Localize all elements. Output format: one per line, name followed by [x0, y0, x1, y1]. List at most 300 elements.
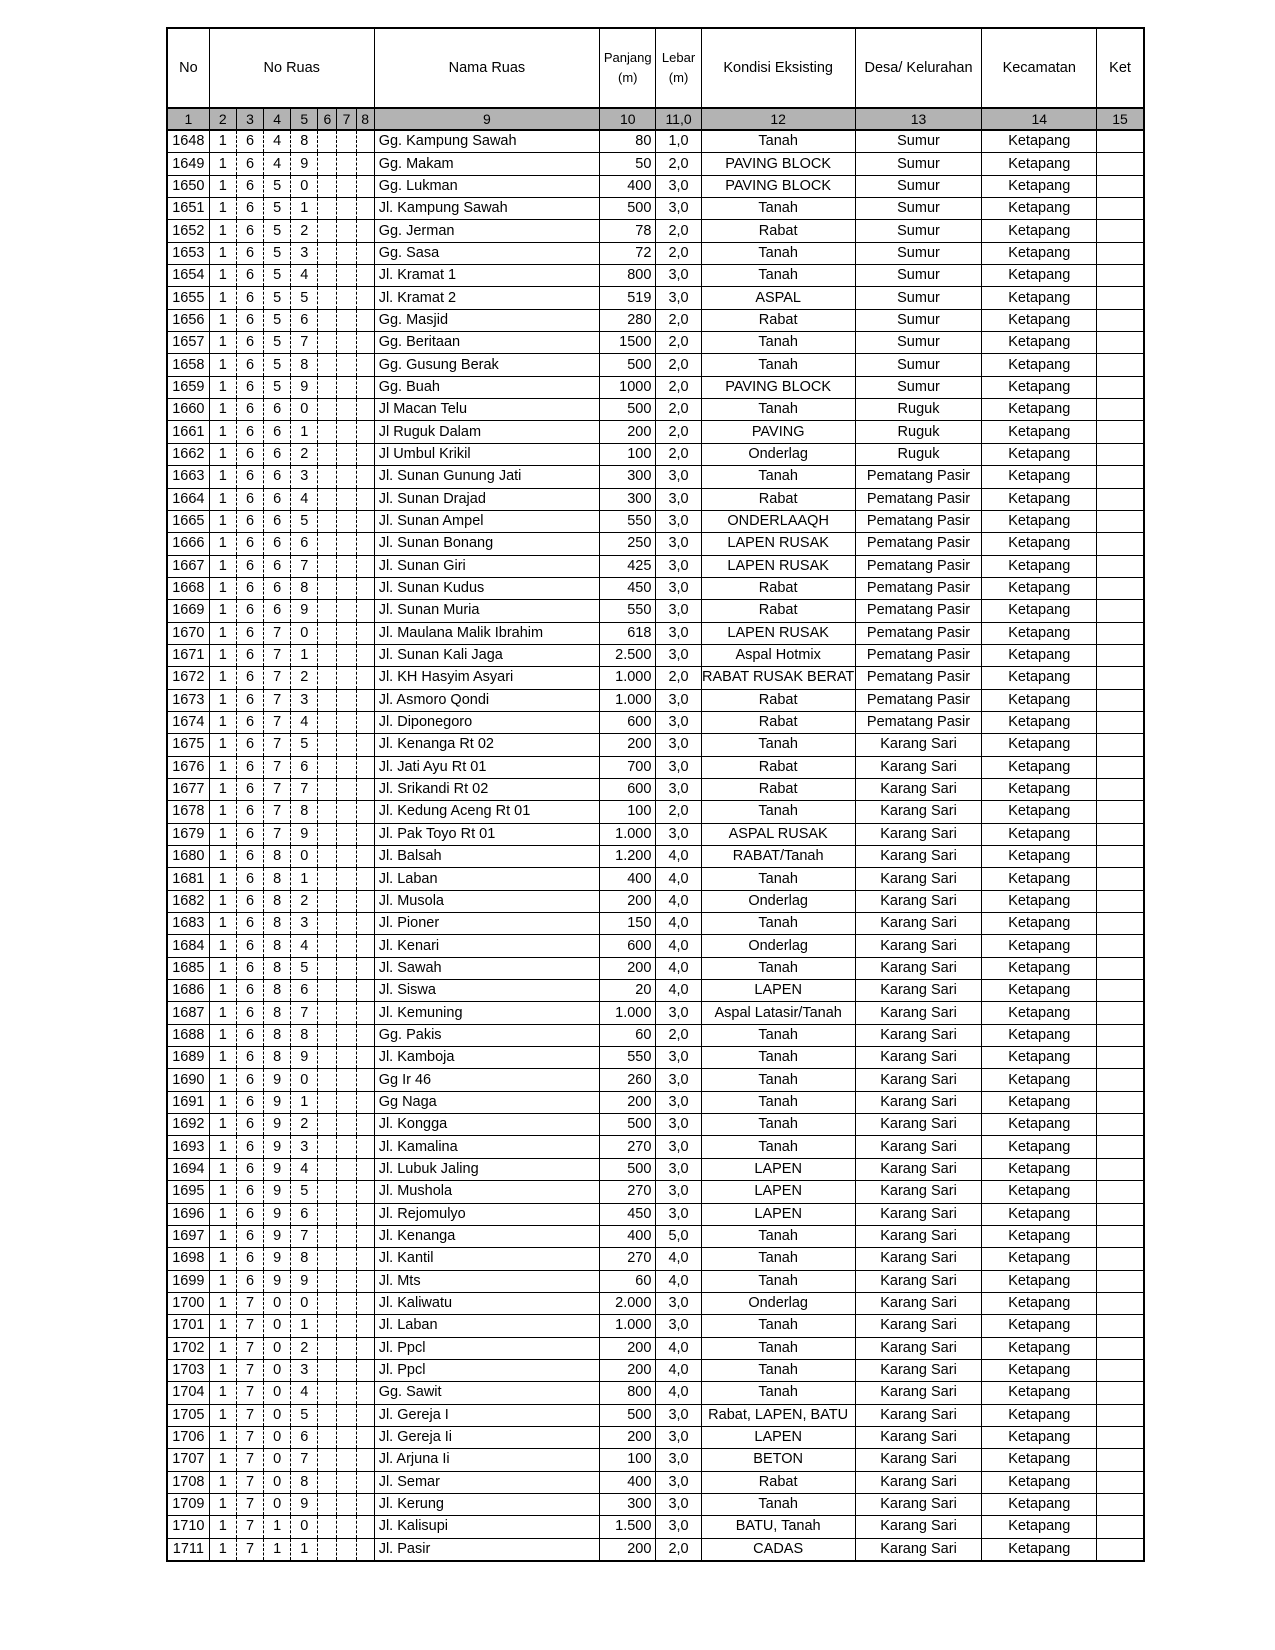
ket	[1097, 466, 1144, 488]
table-row	[167, 1225, 1144, 1247]
kecamatan: Ketapang	[982, 667, 1097, 689]
ruas-digit: 5	[264, 242, 291, 264]
ruas-digit: 1	[209, 287, 236, 309]
ruas-digit: 1	[209, 1471, 236, 1493]
kondisi: PAVING BLOCK	[701, 376, 855, 398]
lebar: 4,0	[656, 1382, 701, 1404]
ket	[1097, 667, 1144, 689]
ruas-digit	[337, 332, 356, 354]
kecamatan: Ketapang	[982, 1471, 1097, 1493]
ruas-digit	[318, 913, 337, 935]
ruas-digit: 6	[236, 1136, 263, 1158]
ruas-digit: 1	[209, 1270, 236, 1292]
ruas-digit: 1	[209, 600, 236, 622]
ruas-digit	[356, 801, 374, 823]
ruas-digit: 7	[236, 1426, 263, 1448]
row-no: 1695	[167, 1181, 209, 1203]
ruas-digit	[356, 846, 374, 868]
ruas-digit: 5	[264, 354, 291, 376]
ruas-digit: 5	[264, 287, 291, 309]
row-no: 1666	[167, 533, 209, 555]
lebar: 4,0	[656, 1359, 701, 1381]
ruas-digit	[337, 913, 356, 935]
panjang: 450	[600, 577, 656, 599]
ruas-digit	[356, 756, 374, 778]
desa: Ruguk	[855, 443, 982, 465]
kecamatan: Ketapang	[982, 644, 1097, 666]
table-row	[167, 175, 1144, 197]
ruas-digit	[356, 198, 374, 220]
row-no: 1660	[167, 399, 209, 421]
nama-ruas: Jl. Sunan Drajad	[374, 488, 599, 510]
lebar: 3,0	[656, 711, 701, 733]
ruas-digit: 6	[291, 1426, 318, 1448]
ruas-digit	[356, 1471, 374, 1493]
nama-ruas: Jl. Sunan Kali Jaga	[374, 644, 599, 666]
lebar: 4,0	[656, 913, 701, 935]
table-row	[167, 957, 1144, 979]
nama-ruas: Jl Umbul Krikil	[374, 443, 599, 465]
ruas-digit: 1	[209, 1426, 236, 1448]
panjang: 50	[600, 153, 656, 175]
table-row	[167, 1449, 1144, 1471]
desa: Karang Sari	[855, 1516, 982, 1538]
table-row	[167, 1471, 1144, 1493]
nama-ruas: Jl. Pioner	[374, 913, 599, 935]
ruas-digit: 1	[209, 466, 236, 488]
ruas-digit: 6	[236, 846, 263, 868]
nama-ruas: Gg. Makam	[374, 153, 599, 175]
ruas-digit: 4	[291, 1382, 318, 1404]
panjang: 250	[600, 533, 656, 555]
ruas-digit: 6	[236, 399, 263, 421]
ruas-digit: 6	[236, 488, 263, 510]
ruas-digit	[337, 510, 356, 532]
ruas-digit	[356, 1203, 374, 1225]
column-number: 4	[264, 108, 291, 130]
kecamatan: Ketapang	[982, 711, 1097, 733]
ruas-digit	[318, 1359, 337, 1381]
header-kondisi: Kondisi Eksisting	[701, 28, 855, 108]
ruas-digit: 7	[291, 332, 318, 354]
ruas-digit: 1	[209, 399, 236, 421]
ruas-digit: 1	[209, 1315, 236, 1337]
desa: Karang Sari	[855, 1069, 982, 1091]
kondisi: Rabat	[701, 756, 855, 778]
nama-ruas: Jl. Gereja I	[374, 1404, 599, 1426]
kondisi: Tanah	[701, 1337, 855, 1359]
ruas-digit: 1	[209, 980, 236, 1002]
lebar: 2,0	[656, 421, 701, 443]
panjang: 200	[600, 1337, 656, 1359]
kondisi: Tanah	[701, 868, 855, 890]
kecamatan: Ketapang	[982, 466, 1097, 488]
desa: Karang Sari	[855, 734, 982, 756]
table-row	[167, 1002, 1144, 1024]
ruas-digit	[356, 1158, 374, 1180]
ruas-digit: 0	[291, 622, 318, 644]
ruas-digit	[356, 488, 374, 510]
kecamatan: Ketapang	[982, 1292, 1097, 1314]
ruas-digit	[356, 1449, 374, 1471]
nama-ruas: Jl. Ppcl	[374, 1337, 599, 1359]
lebar: 4,0	[656, 890, 701, 912]
ruas-digit	[318, 533, 337, 555]
ruas-digit: 6	[264, 533, 291, 555]
panjang: 200	[600, 734, 656, 756]
header-desa: Desa/ Kelurahan	[855, 28, 982, 108]
nama-ruas: Jl. Lubuk Jaling	[374, 1158, 599, 1180]
ruas-digit: 6	[236, 980, 263, 1002]
ruas-digit	[356, 734, 374, 756]
table-row	[167, 443, 1144, 465]
ket	[1097, 198, 1144, 220]
ruas-digit	[337, 1359, 356, 1381]
ruas-digit	[337, 533, 356, 555]
nama-ruas: Jl. Kenari	[374, 935, 599, 957]
ruas-digit: 6	[236, 622, 263, 644]
ruas-digit: 2	[291, 1337, 318, 1359]
desa: Karang Sari	[855, 1091, 982, 1113]
desa: Karang Sari	[855, 1248, 982, 1270]
ruas-digit: 7	[236, 1449, 263, 1471]
ruas-digit: 9	[291, 153, 318, 175]
ruas-digit	[337, 1538, 356, 1561]
desa: Karang Sari	[855, 1181, 982, 1203]
nama-ruas: Gg. Jerman	[374, 220, 599, 242]
row-no: 1702	[167, 1337, 209, 1359]
ruas-digit	[356, 421, 374, 443]
row-no: 1661	[167, 421, 209, 443]
ruas-digit: 1	[209, 778, 236, 800]
ruas-digit: 6	[236, 1270, 263, 1292]
ruas-digit: 7	[291, 555, 318, 577]
ruas-digit	[356, 1181, 374, 1203]
ket	[1097, 265, 1144, 287]
table-row	[167, 1181, 1144, 1203]
ruas-digit: 5	[264, 265, 291, 287]
row-no: 1692	[167, 1114, 209, 1136]
kecamatan: Ketapang	[982, 1538, 1097, 1561]
ruas-digit: 6	[236, 1248, 263, 1270]
nama-ruas: Jl. Kalisupi	[374, 1516, 599, 1538]
ruas-digit	[318, 1181, 337, 1203]
ruas-digit: 9	[291, 600, 318, 622]
ruas-digit	[318, 1449, 337, 1471]
ruas-digit: 6	[264, 577, 291, 599]
ruas-digit	[318, 510, 337, 532]
ket	[1097, 890, 1144, 912]
kecamatan: Ketapang	[982, 1069, 1097, 1091]
nama-ruas: Gg. Buah	[374, 376, 599, 398]
kondisi: Tanah	[701, 1024, 855, 1046]
ruas-digit: 6	[236, 1024, 263, 1046]
ruas-digit	[318, 1471, 337, 1493]
lebar: 3,0	[656, 510, 701, 532]
kecamatan: Ketapang	[982, 1248, 1097, 1270]
ruas-digit: 9	[291, 376, 318, 398]
ruas-digit: 6	[236, 600, 263, 622]
kondisi: Tanah	[701, 1382, 855, 1404]
nama-ruas: Jl. Sunan Kudus	[374, 577, 599, 599]
ruas-digit: 5	[264, 376, 291, 398]
ruas-digit: 1	[291, 1315, 318, 1337]
ruas-digit: 1	[209, 801, 236, 823]
kondisi: Rabat	[701, 488, 855, 510]
ruas-digit: 6	[236, 890, 263, 912]
ruas-digit: 8	[264, 935, 291, 957]
row-no: 1656	[167, 309, 209, 331]
ruas-digit	[356, 1024, 374, 1046]
table-row	[167, 1158, 1144, 1180]
kecamatan: Ketapang	[982, 1270, 1097, 1292]
desa: Karang Sari	[855, 868, 982, 890]
ruas-digit: 6	[236, 823, 263, 845]
ruas-digit	[356, 1404, 374, 1426]
kecamatan: Ketapang	[982, 399, 1097, 421]
kecamatan: Ketapang	[982, 1382, 1097, 1404]
ruas-digit	[356, 220, 374, 242]
ruas-digit: 6	[236, 466, 263, 488]
nama-ruas: Jl. Maulana Malik Ibrahim	[374, 622, 599, 644]
ruas-digit: 0	[291, 1292, 318, 1314]
row-no: 1690	[167, 1069, 209, 1091]
ket	[1097, 1158, 1144, 1180]
ruas-digit: 2	[291, 1114, 318, 1136]
column-number: 9	[374, 108, 599, 130]
ket	[1097, 1471, 1144, 1493]
panjang: 78	[600, 220, 656, 242]
ruas-digit: 4	[291, 935, 318, 957]
table-row	[167, 846, 1144, 868]
ruas-digit: 1	[209, 130, 236, 153]
column-number: 6	[318, 108, 337, 130]
ruas-digit: 2	[291, 667, 318, 689]
desa: Karang Sari	[855, 1136, 982, 1158]
ket	[1097, 555, 1144, 577]
lebar: 3,0	[656, 1516, 701, 1538]
ruas-digit: 6	[236, 868, 263, 890]
nama-ruas: Jl. Sawah	[374, 957, 599, 979]
row-no: 1696	[167, 1203, 209, 1225]
ruas-digit	[318, 823, 337, 845]
ruas-digit	[318, 1002, 337, 1024]
ruas-digit	[318, 488, 337, 510]
ket	[1097, 957, 1144, 979]
ket	[1097, 1449, 1144, 1471]
lebar: 3,0	[656, 198, 701, 220]
ruas-digit: 6	[236, 130, 263, 153]
ruas-digit: 0	[291, 399, 318, 421]
ruas-digit	[318, 846, 337, 868]
kondisi: LAPEN	[701, 1158, 855, 1180]
ruas-digit: 8	[291, 1024, 318, 1046]
ruas-digit: 7	[264, 756, 291, 778]
kondisi: Tanah	[701, 913, 855, 935]
ket	[1097, 153, 1144, 175]
ruas-digit	[318, 1136, 337, 1158]
lebar: 3,0	[656, 734, 701, 756]
kondisi: Tanah	[701, 1493, 855, 1515]
kecamatan: Ketapang	[982, 376, 1097, 398]
nama-ruas: Jl. Jati Ayu Rt 01	[374, 756, 599, 778]
ruas-digit: 6	[236, 533, 263, 555]
ruas-digit: 1	[209, 242, 236, 264]
ruas-digit: 8	[291, 354, 318, 376]
lebar: 3,0	[656, 287, 701, 309]
lebar: 2,0	[656, 354, 701, 376]
ruas-digit	[356, 510, 374, 532]
lebar: 3,0	[656, 466, 701, 488]
nama-ruas: Jl. Kenanga Rt 02	[374, 734, 599, 756]
table-row	[167, 711, 1144, 733]
table-row	[167, 622, 1144, 644]
nama-ruas: Jl. Arjuna Ii	[374, 1449, 599, 1471]
kondisi: Tanah	[701, 1069, 855, 1091]
ruas-digit: 1	[209, 846, 236, 868]
ket	[1097, 1002, 1144, 1024]
ruas-digit: 9	[264, 1270, 291, 1292]
ruas-digit: 3	[291, 1136, 318, 1158]
ruas-digit: 1	[209, 1516, 236, 1538]
lebar: 2,0	[656, 242, 701, 264]
lebar: 5,0	[656, 1225, 701, 1247]
header-ket: Ket	[1097, 28, 1144, 108]
lebar: 2,0	[656, 801, 701, 823]
lebar: 2,0	[656, 220, 701, 242]
table-row	[167, 577, 1144, 599]
nama-ruas: Jl. Sunan Giri	[374, 555, 599, 577]
ket	[1097, 1203, 1144, 1225]
ruas-digit: 9	[264, 1091, 291, 1113]
ruas-digit	[318, 801, 337, 823]
ruas-digit: 0	[264, 1449, 291, 1471]
ruas-digit: 1	[209, 175, 236, 197]
ruas-digit: 6	[291, 533, 318, 555]
panjang: 200	[600, 1426, 656, 1448]
ruas-digit: 5	[291, 734, 318, 756]
ruas-digit	[337, 1270, 356, 1292]
desa: Karang Sari	[855, 801, 982, 823]
panjang: 60	[600, 1024, 656, 1046]
table-row	[167, 1248, 1144, 1270]
ruas-digit: 9	[264, 1225, 291, 1247]
ruas-digit	[318, 466, 337, 488]
row-no: 1653	[167, 242, 209, 264]
desa: Karang Sari	[855, 1225, 982, 1247]
panjang: 270	[600, 1136, 656, 1158]
row-no: 1668	[167, 577, 209, 599]
ruas-digit: 8	[264, 913, 291, 935]
nama-ruas: Jl. KH Hasyim Asyari	[374, 667, 599, 689]
ruas-digit	[337, 890, 356, 912]
table-body	[167, 130, 1144, 1561]
table-row	[167, 1069, 1144, 1091]
kondisi: Rabat	[701, 778, 855, 800]
ruas-digit: 3	[291, 466, 318, 488]
table-row	[167, 1516, 1144, 1538]
kecamatan: Ketapang	[982, 421, 1097, 443]
ruas-digit: 2	[291, 443, 318, 465]
panjang: 300	[600, 466, 656, 488]
ruas-digit: 1	[209, 376, 236, 398]
ruas-digit: 6	[236, 265, 263, 287]
ruas-digit	[337, 1002, 356, 1024]
ket	[1097, 287, 1144, 309]
desa: Karang Sari	[855, 1337, 982, 1359]
ruas-digit: 1	[209, 1292, 236, 1314]
ruas-digit	[337, 242, 356, 264]
lebar: 3,0	[656, 1426, 701, 1448]
panjang: 200	[600, 890, 656, 912]
row-no: 1649	[167, 153, 209, 175]
ruas-digit: 9	[264, 1114, 291, 1136]
ruas-digit	[337, 1449, 356, 1471]
desa: Sumur	[855, 242, 982, 264]
ruas-digit: 6	[236, 577, 263, 599]
ruas-digit	[318, 1292, 337, 1314]
ruas-digit: 1	[209, 823, 236, 845]
kecamatan: Ketapang	[982, 1091, 1097, 1113]
nama-ruas: Gg. Masjid	[374, 309, 599, 331]
ruas-digit	[356, 1114, 374, 1136]
kondisi: LAPEN	[701, 1426, 855, 1448]
desa: Karang Sari	[855, 980, 982, 1002]
header-no-ruas: No Ruas	[209, 28, 374, 108]
kecamatan: Ketapang	[982, 1359, 1097, 1381]
kondisi: Tanah	[701, 399, 855, 421]
lebar: 3,0	[656, 1292, 701, 1314]
ruas-digit: 8	[291, 801, 318, 823]
kecamatan: Ketapang	[982, 1493, 1097, 1515]
kondisi: BETON	[701, 1449, 855, 1471]
ruas-digit: 6	[236, 376, 263, 398]
ruas-digit: 5	[291, 510, 318, 532]
kecamatan: Ketapang	[982, 846, 1097, 868]
ruas-digit: 6	[236, 421, 263, 443]
lebar: 3,0	[656, 577, 701, 599]
ruas-digit: 6	[236, 1047, 263, 1069]
table-row	[167, 868, 1144, 890]
kecamatan: Ketapang	[982, 1315, 1097, 1337]
ruas-digit: 1	[209, 1002, 236, 1024]
panjang: 425	[600, 555, 656, 577]
column-number: 1	[167, 108, 209, 130]
column-number-row	[167, 108, 1144, 130]
table-row	[167, 801, 1144, 823]
kecamatan: Ketapang	[982, 622, 1097, 644]
panjang: 500	[600, 399, 656, 421]
ruas-digit: 1	[209, 443, 236, 465]
kecamatan: Ketapang	[982, 823, 1097, 845]
ruas-digit: 1	[209, 309, 236, 331]
row-no: 1648	[167, 130, 209, 153]
ket	[1097, 778, 1144, 800]
ket	[1097, 913, 1144, 935]
ruas-digit	[356, 823, 374, 845]
lebar: 3,0	[656, 1203, 701, 1225]
table-row	[167, 421, 1144, 443]
table-row	[167, 242, 1144, 264]
nama-ruas: Jl. Semar	[374, 1471, 599, 1493]
ruas-digit: 9	[291, 1047, 318, 1069]
ruas-digit: 6	[236, 1091, 263, 1113]
desa: Sumur	[855, 198, 982, 220]
desa: Karang Sari	[855, 1114, 982, 1136]
ket	[1097, 1024, 1144, 1046]
ruas-digit	[337, 689, 356, 711]
ket	[1097, 734, 1144, 756]
